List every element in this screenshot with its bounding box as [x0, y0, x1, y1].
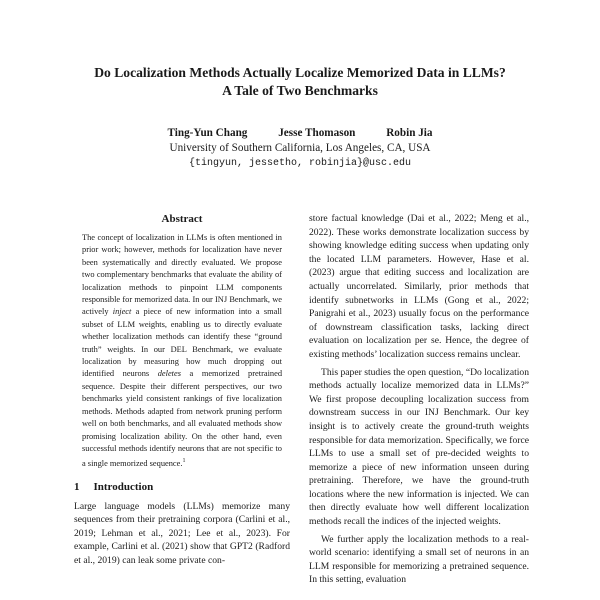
abstract-text-a: The concept of localization in LLMs is often mentioned in prior work; however, methods for localization have never been systematically and directly evaluated. We propose two complementary benchmarks that evaluate the ability of localization methods to pinpoint LLM components responsible for memorized data. In our INJ Benchmark, we actively	[82, 233, 282, 317]
title-line-1: Do Localization Methods Actually Localize Memorized Data in LLMs?	[94, 65, 506, 80]
author-1: Ting-Yun Chang	[167, 127, 248, 139]
abstract-text-b: a piece of new information into a small subset of LLM weights, enabling us to directly evaluate whether localization methods can identify these “ground truth” weights. In our DEL Benchmark, we evaluate localization by measuring how much dropping out identified neurons	[82, 307, 282, 379]
footnote-marker: 1	[182, 458, 186, 465]
affiliation: University of Southern California, Los Angeles, CA, USA	[169, 142, 431, 154]
author-block	[60, 126, 540, 171]
paragraph-2: This paper studies the open question, “Do localization methods actually localize memorized data in LLMs?” We first propose decoupling localization success from downstream success in our INJ Benchmark. Our key insight is to actively create the ground-truth weights responsible for data memorization. Specifically, we force LLMs to use a small set of pre-decided weights to memorize a piece of new information unseen during pretraining. Therefore, we have the ground-truth locations where the new information is injected. We can then directly evaluate how well different localization methods recall the indices of the injected weights.	[309, 366, 529, 528]
author-emails: {tingyun, jessetho, robinjia}@usc.edu	[188, 158, 412, 169]
abstract-body	[74, 232, 290, 471]
section-number: 1	[74, 480, 80, 493]
section-heading-introduction	[74, 480, 290, 494]
abstract-emphasis-inject: inject	[112, 307, 132, 317]
section-title: Introduction	[93, 480, 154, 493]
paragraph-3: We further apply the localization methods to a real-world scenario: identifying a small set of neurons in an LLM responsible for memorizing a pretrained sequence. In this setting, evaluation	[309, 533, 529, 586]
left-column	[74, 212, 290, 567]
author-names	[60, 126, 540, 141]
introduction-text	[74, 500, 290, 568]
author-2: Jesse Thomason	[278, 127, 356, 139]
abstract-heading: Abstract	[161, 213, 203, 225]
author-3: Robin Jia	[386, 127, 433, 139]
abstract-text-c: a memorized pretrained sequence. Despite their different perspectives, our two benchmarks yield consistent rankings of five localization methods. Methods adapted from network pruning perform well on both benchmarks, and all evaluated methods show promising localization ability. On the other hand, even successful methods identify neurons that are not specific to a single memorized sequence.	[82, 369, 283, 469]
title-line-2: A Tale of Two Benchmarks	[222, 83, 378, 98]
intro-paragraph: Large language models (LLMs) memorize many sequences from their pretraining corpora (Carlini et al., 2019; Lehman et al., 2021; Lee et al., 2023). For example, Carlini et al. (2021) show that GPT2 (Radford et al., 2019) can leak some private con-	[74, 500, 290, 566]
abstract-emphasis-deletes: deletes	[157, 369, 181, 379]
paragraph-1: store factual knowledge (Dai et al., 2022; Meng et al., 2022). These works demonstrate localization success by showing knowledge editing success when updating only the located LLM parameters. However, Hase et al. (2023) argue that editing success and localization are actually uncorrelated. Similarly, prior methods that identify subnetworks in LLMs (Gong et al., 2022; Panigrahi et al., 2023) usually focus on the performance of downstream classification tasks, lacking direct evaluation on localization per se. Hence, the degree of existing methods’ localization success remains unclear.	[309, 213, 529, 360]
paper-title	[40, 64, 560, 100]
right-column	[309, 212, 529, 587]
